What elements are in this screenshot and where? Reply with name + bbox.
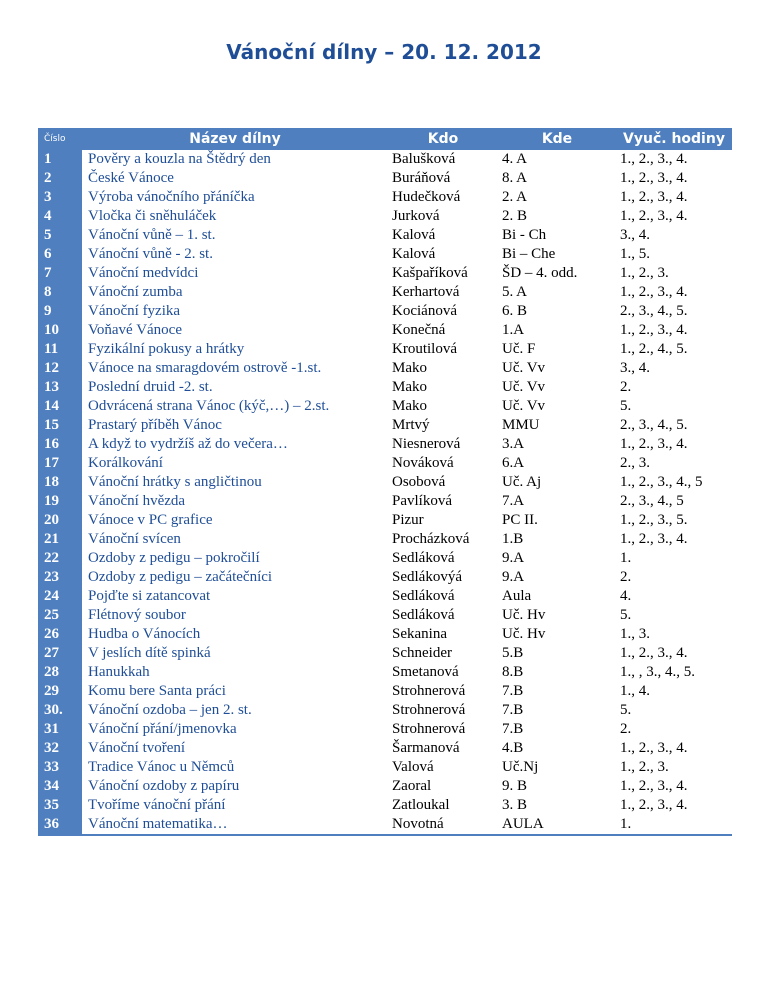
table-row — [38, 606, 732, 625]
lesson-hours: 1., 2., 3., 4., 5 — [620, 474, 703, 490]
room: Uč. Vv — [502, 379, 546, 395]
workshop-name: Vánoční medvídci — [88, 265, 199, 281]
room: 2. A — [502, 189, 528, 205]
workshop-name: Voňavé Vánoce — [88, 322, 182, 338]
room: 1.A — [502, 322, 525, 338]
teacher-name: Niesnerová — [392, 436, 461, 452]
teacher-name: Hudečková — [392, 189, 461, 205]
workshop-name: Poslední druid -2. st. — [88, 379, 213, 395]
room: PC II. — [502, 512, 538, 528]
table-row — [38, 454, 732, 473]
lesson-hours: 1., 2., 3. — [620, 759, 669, 775]
workshop-name: Flétnový soubor — [88, 607, 186, 623]
table-row — [38, 207, 732, 226]
workshop-name: A když to vydržíš až do večera… — [88, 436, 288, 452]
teacher-name: Nováková — [392, 455, 454, 471]
room: 7.A — [502, 493, 525, 509]
table-row — [38, 739, 732, 758]
table-row — [38, 435, 732, 454]
row-number: 3 — [38, 188, 82, 207]
workshops-table — [38, 128, 732, 836]
workshop-name: Prastarý příběh Vánoc — [88, 417, 222, 433]
table-row — [38, 416, 732, 435]
workshop-name: Vánoční přání/jmenovka — [88, 721, 237, 737]
table-row — [38, 549, 732, 568]
teacher-name: Valová — [392, 759, 434, 775]
lesson-hours: 1. — [616, 815, 732, 835]
row-number: 10 — [38, 321, 82, 340]
teacher-name: Konečná — [392, 322, 446, 338]
lesson-hours: 3., 4. — [620, 227, 650, 243]
lesson-hours: 1., 2., 3., 4. — [620, 151, 688, 167]
room: 2. B — [502, 208, 528, 224]
lesson-hours: 1., 2., 3., 4. — [620, 284, 688, 300]
header-number: Číslo — [38, 128, 82, 150]
teacher-name: Balušková — [392, 151, 456, 167]
teacher-name: Kašpaříková — [392, 265, 468, 281]
lesson-hours: 2. — [620, 379, 632, 395]
row-number: 26 — [38, 625, 82, 644]
room: Aula — [502, 588, 532, 604]
row-number: 22 — [38, 549, 82, 568]
teacher-name: Kalová — [392, 246, 436, 262]
workshop-name: Komu bere Santa práci — [88, 683, 226, 699]
row-number: 1 — [38, 150, 82, 169]
workshop-name: Vánoční hvězda — [88, 493, 186, 509]
lesson-hours: 2., 3. — [620, 455, 650, 471]
room: 9.A — [502, 550, 525, 566]
row-number: 30. — [38, 701, 82, 720]
table-row — [38, 815, 732, 835]
teacher-name: Mrtvý — [392, 417, 430, 433]
workshop-name: České Vánoce — [88, 170, 174, 186]
table-row — [38, 625, 732, 644]
teacher-name: Sedlákovýá — [392, 569, 462, 585]
lesson-hours: 1., 2., 3., 4. — [620, 208, 688, 224]
header-hours: Vyuč. hodiny — [616, 128, 732, 150]
row-number: 19 — [38, 492, 82, 511]
workshop-name: Vánoční tvoření — [88, 740, 186, 756]
lesson-hours: 1., 2., 3., 4. — [620, 322, 688, 338]
teacher-name: Kociánová — [392, 303, 457, 319]
page-title: Vánoční dílny – 20. 12. 2012 — [226, 40, 542, 64]
lesson-hours: 1., 4. — [620, 683, 650, 699]
lesson-hours: 1., 2., 3., 4. — [620, 645, 688, 661]
teacher-name: Procházková — [392, 531, 470, 547]
teacher-name: Kerhartová — [392, 284, 460, 300]
row-number: 6 — [38, 245, 82, 264]
room: Uč. Aj — [502, 474, 542, 490]
row-number: 5 — [38, 226, 82, 245]
table-row — [38, 359, 732, 378]
lesson-hours: 1., 2., 3., 5. — [620, 512, 688, 528]
room: Uč. Hv — [502, 607, 546, 623]
teacher-name: Strohnerová — [392, 683, 466, 699]
lesson-hours: 2., 3., 4., 5. — [620, 303, 688, 319]
row-number: 20 — [38, 511, 82, 530]
workshop-name: Korálkování — [88, 455, 163, 471]
row-number: 9 — [38, 302, 82, 321]
row-number: 21 — [38, 530, 82, 549]
room: 3.A — [502, 436, 525, 452]
lesson-hours: 1., 5. — [620, 246, 650, 262]
row-number: 24 — [38, 587, 82, 606]
lesson-hours: 1., 2., 3., 4. — [620, 797, 688, 813]
room: 5.B — [502, 645, 524, 661]
row-number: 13 — [38, 378, 82, 397]
table-row — [38, 511, 732, 530]
room: 8.B — [502, 664, 524, 680]
row-number: 34 — [38, 777, 82, 796]
lesson-hours: 2. — [620, 569, 632, 585]
lesson-hours: 1., , 3., 4., 5. — [620, 664, 695, 680]
table-row — [38, 758, 732, 777]
workshop-name: Vánoce v PC grafice — [88, 512, 213, 528]
row-number: 33 — [38, 758, 82, 777]
lesson-hours: 1. — [620, 550, 632, 566]
teacher-name: Mako — [392, 379, 427, 395]
table-row — [38, 530, 732, 549]
header-where: Kde — [498, 128, 616, 150]
table-row — [38, 568, 732, 587]
row-number: 15 — [38, 416, 82, 435]
room: Uč. Hv — [502, 626, 546, 642]
table-row — [38, 188, 732, 207]
room: Bi - Ch — [502, 227, 547, 243]
row-number: 2 — [38, 169, 82, 188]
workshop-name: Vánoční matematika… — [82, 815, 388, 835]
room: 7.B — [502, 721, 524, 737]
row-number: 27 — [38, 644, 82, 663]
workshop-name: Vánoce na smaragdovém ostrově -1.st. — [88, 360, 322, 376]
workshop-name: Vločka či sněhuláček — [88, 208, 217, 224]
lesson-hours: 1., 2., 4., 5. — [620, 341, 688, 357]
table-row — [38, 340, 732, 359]
room: MMU — [502, 417, 540, 433]
row-number: 7 — [38, 264, 82, 283]
teacher-name: Mako — [392, 398, 427, 414]
table-body — [38, 150, 732, 835]
workshop-name: Vánoční svícen — [88, 531, 181, 547]
teacher-name: Osobová — [392, 474, 446, 490]
row-number: 36 — [38, 815, 82, 835]
teacher-name: Sedláková — [392, 550, 455, 566]
table-row — [38, 720, 732, 739]
lesson-hours: 1., 2., 3., 4. — [620, 531, 688, 547]
row-number: 18 — [38, 473, 82, 492]
lesson-hours: 1., 2., 3., 4. — [620, 740, 688, 756]
header-row — [38, 128, 732, 150]
room: 9. B — [502, 778, 528, 794]
row-number: 12 — [38, 359, 82, 378]
header-who: Kdo — [388, 128, 498, 150]
lesson-hours: 2. — [620, 721, 632, 737]
table-row — [38, 492, 732, 511]
table-row — [38, 644, 732, 663]
teacher-name: Sedláková — [392, 588, 455, 604]
lesson-hours: 3., 4. — [620, 360, 650, 376]
teacher-name: Smetanová — [392, 664, 459, 680]
row-number: 14 — [38, 397, 82, 416]
room: 9.A — [502, 569, 525, 585]
workshop-name: Vánoční zumba — [88, 284, 183, 300]
teacher-name: Sedláková — [392, 607, 455, 623]
room: 7.B — [502, 702, 524, 718]
row-number: 31 — [38, 720, 82, 739]
teacher-name: Šarmanová — [392, 740, 460, 756]
room: Uč. Vv — [502, 360, 546, 376]
table-row — [38, 777, 732, 796]
teacher-name: Pavlíková — [392, 493, 452, 509]
table-row — [38, 682, 732, 701]
lesson-hours: 1., 3. — [620, 626, 650, 642]
table-row — [38, 397, 732, 416]
workshop-name: Vánoční ozdoba – jen 2. st. — [88, 702, 252, 718]
teacher-name: Zatloukal — [392, 797, 450, 813]
workshop-name: Odvrácená strana Vánoc (kýč,…) – 2.st. — [88, 398, 330, 414]
table-row — [38, 169, 732, 188]
row-number: 28 — [38, 663, 82, 682]
table-row — [38, 283, 732, 302]
workshop-name: Pověry a kouzla na Štědrý den — [88, 151, 271, 167]
teacher-name: Buráňová — [392, 170, 451, 186]
room: Bi – Che — [502, 246, 556, 262]
teacher-name: Sekanina — [392, 626, 447, 642]
room: 6.A — [502, 455, 525, 471]
workshop-name: Pojďte si zatancovat — [88, 588, 211, 604]
row-number: 17 — [38, 454, 82, 473]
header-workshop-name: Název dílny — [82, 128, 388, 150]
teacher-name: Mako — [392, 360, 427, 376]
workshop-name: V jeslích dítě spinká — [88, 645, 211, 661]
room: AULA — [498, 815, 616, 835]
teacher-name: Novotná — [388, 815, 498, 835]
row-number: 32 — [38, 739, 82, 758]
workshop-name: Výroba vánočního přáníčka — [88, 189, 255, 205]
row-number: 29 — [38, 682, 82, 701]
workshop-name: Ozdoby z pedigu – začátečníci — [88, 569, 273, 585]
room: 7.B — [502, 683, 524, 699]
workshop-name: Vánoční vůně – 1. st. — [88, 227, 216, 243]
room: Uč. F — [502, 341, 536, 357]
lesson-hours: 2., 3., 4., 5. — [620, 417, 688, 433]
teacher-name: Kroutilová — [392, 341, 457, 357]
lesson-hours: 4. — [620, 588, 632, 604]
workshop-name: Vánoční ozdoby z papíru — [88, 778, 240, 794]
workshop-name: Vánoční fyzika — [88, 303, 181, 319]
lesson-hours: 1., 2., 3., 4. — [620, 436, 688, 452]
row-number: 8 — [38, 283, 82, 302]
table-row — [38, 245, 732, 264]
row-number: 11 — [38, 340, 82, 359]
room: 4. A — [502, 151, 528, 167]
teacher-name: Strohnerová — [392, 721, 466, 737]
workshop-name: Vánoční hrátky s angličtinou — [88, 474, 262, 490]
room: 1.B — [502, 531, 524, 547]
table-row — [38, 473, 732, 492]
table-row — [38, 264, 732, 283]
room: 8. A — [502, 170, 528, 186]
lesson-hours: 1., 2., 3., 4. — [620, 170, 688, 186]
lesson-hours: 1., 2., 3., 4. — [620, 778, 688, 794]
teacher-name: Kalová — [392, 227, 436, 243]
room: Uč. Vv — [502, 398, 546, 414]
row-number: 25 — [38, 606, 82, 625]
room: 4.B — [502, 740, 524, 756]
row-number: 16 — [38, 435, 82, 454]
room: 6. B — [502, 303, 528, 319]
teacher-name: Schneider — [392, 645, 452, 661]
table-row — [38, 378, 732, 397]
lesson-hours: 1., 2., 3. — [620, 265, 669, 281]
workshop-name: Tvoříme vánoční přání — [88, 797, 226, 813]
teacher-name: Jurková — [392, 208, 440, 224]
lesson-hours: 5. — [620, 702, 632, 718]
workshop-name: Hudba o Vánocích — [88, 626, 201, 642]
room: ŠD – 4. odd. — [502, 265, 578, 281]
lesson-hours: 2., 3., 4., 5 — [620, 493, 684, 509]
table-row — [38, 321, 732, 340]
table-row — [38, 701, 732, 720]
lesson-hours: 1., 2., 3., 4. — [620, 189, 688, 205]
lesson-hours: 5. — [620, 607, 632, 623]
lesson-hours: 5. — [620, 398, 632, 414]
table-row — [38, 150, 732, 169]
table-row — [38, 226, 732, 245]
workshop-name: Vánoční vůně - 2. st. — [88, 246, 213, 262]
room: Uč.Nj — [502, 759, 539, 775]
table-row — [38, 587, 732, 606]
teacher-name: Strohnerová — [392, 702, 466, 718]
table-row — [38, 663, 732, 682]
room: 3. B — [502, 797, 528, 813]
workshop-name: Tradice Vánoc u Němců — [88, 759, 235, 775]
row-number: 35 — [38, 796, 82, 815]
workshop-name: Ozdoby z pedigu – pokročilí — [88, 550, 260, 566]
teacher-name: Zaoral — [392, 778, 432, 794]
workshop-name: Hanukkah — [88, 664, 150, 680]
workshop-name: Fyzikální pokusy a hrátky — [88, 341, 245, 357]
row-number: 4 — [38, 207, 82, 226]
row-number: 23 — [38, 568, 82, 587]
table-row — [38, 796, 732, 815]
room: 5. A — [502, 284, 528, 300]
table-row — [38, 302, 732, 321]
teacher-name: Pizur — [392, 512, 424, 528]
